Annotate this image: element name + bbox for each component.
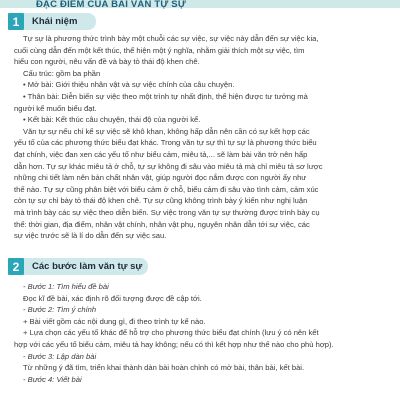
paragraph-line: Văn tự sự nếu chỉ kể sự việc sẽ khô khan, không hấp dẫn nên cần có sự kết hợp các	[23, 126, 310, 136]
paragraph-line: người kể muốn biểu đạt.	[14, 103, 97, 113]
paragraph-line: thế nào. Tự sự cũng phân biệt với biểu cảm ở chỗ, biểu cảm đi sâu vào tình cảm, cảm xúc	[14, 184, 319, 194]
paragraph-line: dẫn hơn. Tự sự khác miêu tả ở chỗ, tự sự không đi sâu vào miêu tả mà chỉ miêu tả sơ lược	[14, 161, 323, 171]
paragraph-line: còn tự sự chỉ bày tỏ thái độ khen chê. Tự sự cũng không trình bày ý kiến như nghị luận	[14, 196, 308, 206]
page-header-title: ĐẶC ĐIỂM CỦA BÀI VĂN TỰ SỰ	[36, 0, 186, 10]
section-heading-2	[8, 258, 148, 275]
list-item: • Mở bài: Giới thiệu nhân vật và sự việc chính của câu chuyện.	[23, 80, 235, 90]
step-heading: - Bước 2: Tìm ý chính	[23, 305, 97, 315]
paragraph-line: thể: thời gian, địa điểm, nhân vật chính, nhân vật phụ, nguyên nhân dẫn tới sự việc, các	[14, 219, 310, 229]
section-number-2: 2	[8, 258, 24, 275]
list-item: + Lựa chọn các yếu tố khác để hỗ trợ cho phương thức biểu đạt chính (lưu ý có nên kết	[23, 328, 319, 338]
step-heading: - Bước 3: Lập dàn bài	[23, 351, 97, 361]
paragraph-line: Cấu trúc: gồm ba phần	[23, 68, 101, 78]
list-item: + Bài viết gồm các nội dung gì, đi theo trình tự kể nào.	[23, 316, 206, 326]
paragraph-line: sự việc trước sẽ là lí do dẫn đến sự việc sau.	[14, 231, 167, 241]
paragraph-line: mà trình bày các sự việc theo diễn biến. Sự việc trong văn tự sự thường được trình bày cụ	[14, 207, 320, 217]
paragraph-line: đạt chính, việc đan xen các yếu tố như biểu cảm, miêu tả,... sẽ làm bài văn trở nên hấp	[14, 149, 308, 159]
paragraph-line: Từ những ý đã tìm, triển khai thành dàn bài hoàn chỉnh có mở bài, thân bài, kết bài.	[23, 363, 305, 373]
list-item: • Kết bài: Kết thúc câu chuyện, thái độ của người kể.	[23, 115, 201, 125]
section-title-1: Khái niệm	[24, 13, 96, 30]
paragraph-line: hợp với các yếu tố biểu cảm, miêu tả hay không; nếu có thì kết hợp như thế nào cho phù hợp).	[14, 339, 334, 349]
step-heading: - Bước 1: Tìm hiểu đề bài	[23, 282, 109, 291]
step-heading: - Bước 4: Viết bài	[23, 374, 82, 384]
paragraph-line: Đọc kĩ đề bài, xác định rõ đối tượng được đề cập tới.	[23, 293, 202, 303]
paragraph-line: Tự sự là phương thức trình bày một chuỗi các sự việc, sự việc này dẫn đến sự việc kia,	[23, 34, 319, 43]
section-body-2	[14, 281, 388, 385]
paragraph-line: hiểu con người, nêu vấn đề và bày tỏ thái độ khen chê.	[14, 57, 200, 67]
paragraph-line: những chi tiết làm nên bản chất nhân vật, giúp người đọc nắm được con người ấy như	[14, 173, 307, 183]
section-body-1	[14, 33, 388, 242]
section-title-2: Các bước làm văn tự sự	[24, 258, 148, 275]
paragraph-line: cuối cùng dẫn đến một kết thúc, thể hiện một ý nghĩa, nhằm giải thích một sự việc, tìm	[14, 45, 305, 55]
list-item: • Thân bài: Diễn biến sự việc theo một trình tự nhất định, thể hiện được tư tưởng mà	[23, 91, 308, 101]
paragraph-line: yếu tố của các phương thức biểu đạt khác. Trong văn tự sự thì tự sự là phương thức biểu	[14, 138, 317, 148]
section-heading-1	[8, 13, 96, 30]
section-number-1: 1	[8, 13, 24, 30]
